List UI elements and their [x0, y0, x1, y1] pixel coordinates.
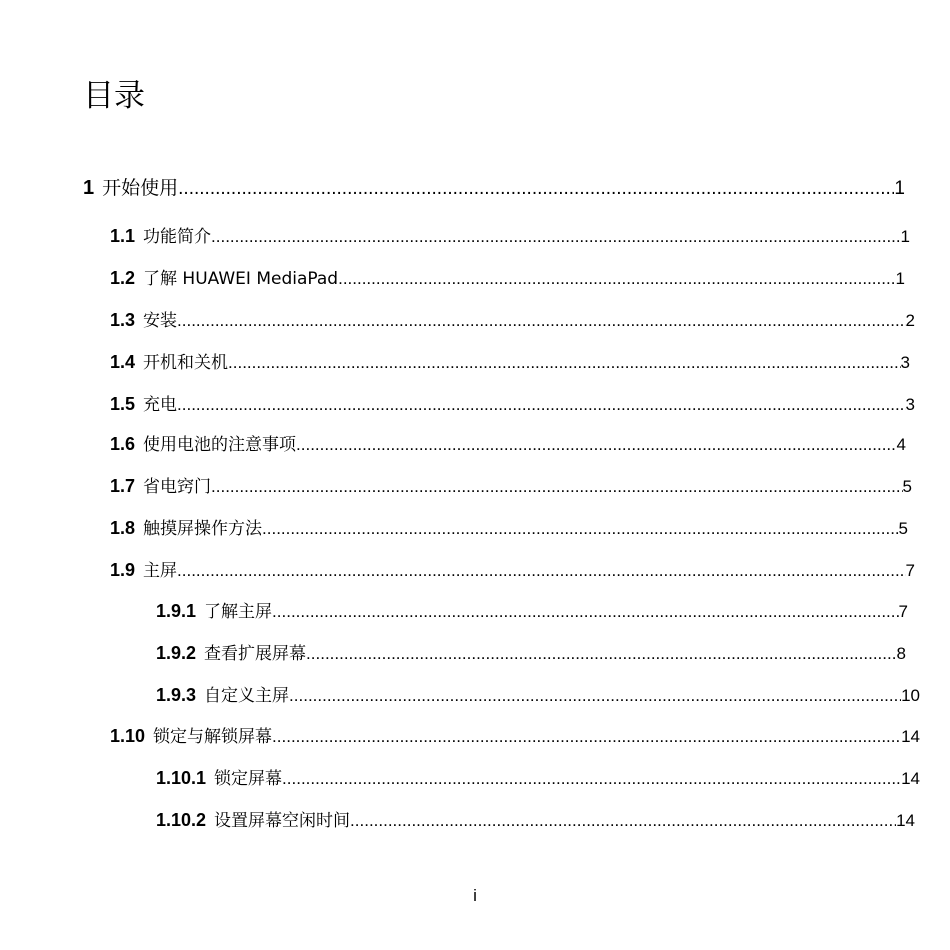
toc-dot-leader — [282, 765, 901, 793]
toc-entry-label: 主屏 — [143, 561, 178, 581]
toc-entry-1-7[interactable] — [110, 472, 912, 500]
toc-entry-number: 1.10.2 — [156, 810, 207, 830]
toc-entry-number: 1.3 — [110, 310, 136, 330]
toc-entry-number: 1 — [83, 177, 95, 199]
toc-entry-label: 使用电池的注意事项 — [143, 435, 297, 455]
toc-dot-leader — [228, 349, 901, 377]
toc-dot-leader — [306, 640, 896, 668]
toc-dot-leader — [211, 223, 901, 251]
toc-entry-page: 7 — [905, 561, 915, 580]
toc-entry-label: 自定义主屏 — [204, 686, 290, 706]
toc-entry-label: 触摸屏操作方法 — [143, 519, 263, 539]
toc-entry-number: 1.5 — [110, 394, 136, 414]
toc-entry-page: 5 — [902, 477, 912, 496]
toc-entry-page: 2 — [905, 311, 915, 330]
toc-dot-leader — [289, 682, 901, 710]
toc-entry-1-4[interactable] — [110, 348, 910, 376]
toc-entry-number: 1.4 — [110, 352, 136, 372]
toc-entry-label: 设置屏幕空闲时间 — [214, 811, 351, 831]
toc-dot-leader — [177, 557, 906, 585]
toc-entry-label: 锁定屏幕 — [214, 769, 283, 789]
toc-entry-page: 1 — [900, 227, 910, 246]
toc-entry-number: 1.2 — [110, 268, 136, 288]
toc-entry-page: 5 — [898, 519, 908, 538]
toc-entry-number: 1.9.1 — [156, 601, 197, 621]
toc-entry-1-6[interactable] — [110, 430, 906, 458]
toc-entry-label: 查看扩展屏幕 — [204, 644, 307, 664]
toc-entry-1-10-2[interactable] — [156, 806, 915, 834]
toc-entry-page: 3 — [900, 353, 910, 372]
toc-entry-1-9-3[interactable] — [156, 681, 920, 709]
toc-entry-page: 14 — [901, 769, 920, 788]
toc-entry-page: 3 — [905, 395, 915, 414]
toc-entry-1-10[interactable] — [110, 722, 920, 750]
toc-entry-label: 省电窍门 — [143, 477, 212, 497]
toc-dot-leader — [272, 723, 901, 751]
toc-dot-leader — [350, 807, 896, 835]
toc-entry-page: 14 — [901, 727, 920, 746]
toc-entry-label: 了解 HUAWEI MediaPad — [143, 269, 339, 289]
toc-entry-label: 了解主屏 — [204, 602, 273, 622]
toc-entry-page: 1 — [894, 178, 905, 199]
page-title: 目录 — [83, 78, 145, 114]
toc-entry-number: 1.9 — [110, 560, 136, 580]
toc-entry-number: 1.9.2 — [156, 643, 197, 663]
toc-entry-page: 8 — [896, 644, 906, 663]
toc-entry-label: 功能简介 — [143, 227, 212, 247]
toc-entry-page: 14 — [896, 811, 915, 830]
toc-entry-label: 开机和关机 — [143, 353, 229, 373]
toc-entry-number: 1.10.1 — [156, 768, 207, 788]
toc-dot-leader — [177, 307, 906, 335]
toc-entry-1[interactable] — [83, 174, 905, 202]
toc-entry-number: 1.6 — [110, 434, 136, 454]
toc-entry-number: 1.8 — [110, 518, 136, 538]
toc-entry-page: 4 — [896, 435, 906, 454]
toc-entry-number: 1.1 — [110, 226, 136, 246]
toc-entry-label: 充电 — [143, 395, 178, 415]
toc-entry-1-10-1[interactable] — [156, 764, 920, 792]
toc-entry-1-9-2[interactable] — [156, 639, 906, 667]
toc-entry-number: 1.7 — [110, 476, 136, 496]
toc-entry-page: 7 — [898, 602, 908, 621]
toc-dot-leader — [211, 473, 903, 501]
toc-entry-1-2[interactable] — [110, 264, 905, 292]
toc-entry-1-9[interactable] — [110, 556, 915, 584]
toc-entry-page: 10 — [901, 686, 920, 705]
toc-entry-label: 安装 — [143, 311, 178, 331]
toc-entry-page: 1 — [895, 269, 905, 288]
toc-dot-leader — [338, 265, 895, 293]
page-number: i — [473, 886, 477, 905]
toc-dot-leader — [296, 431, 897, 459]
toc-entry-number: 1.9.3 — [156, 685, 197, 705]
toc-dot-leader — [272, 598, 898, 626]
toc-dot-leader — [178, 175, 894, 203]
toc-entry-1-5[interactable] — [110, 390, 915, 418]
toc-entry-1-1[interactable] — [110, 222, 910, 250]
toc-dot-leader — [262, 515, 899, 543]
toc-entry-label: 锁定与解锁屏幕 — [153, 727, 273, 747]
toc-dot-leader — [177, 391, 906, 419]
toc-entry-number: 1.10 — [110, 726, 146, 746]
toc-entry-label: 开始使用 — [102, 177, 179, 199]
toc-entry-1-9-1[interactable] — [156, 597, 908, 625]
toc-entry-1-3[interactable] — [110, 306, 915, 334]
toc-entry-1-8[interactable] — [110, 514, 908, 542]
